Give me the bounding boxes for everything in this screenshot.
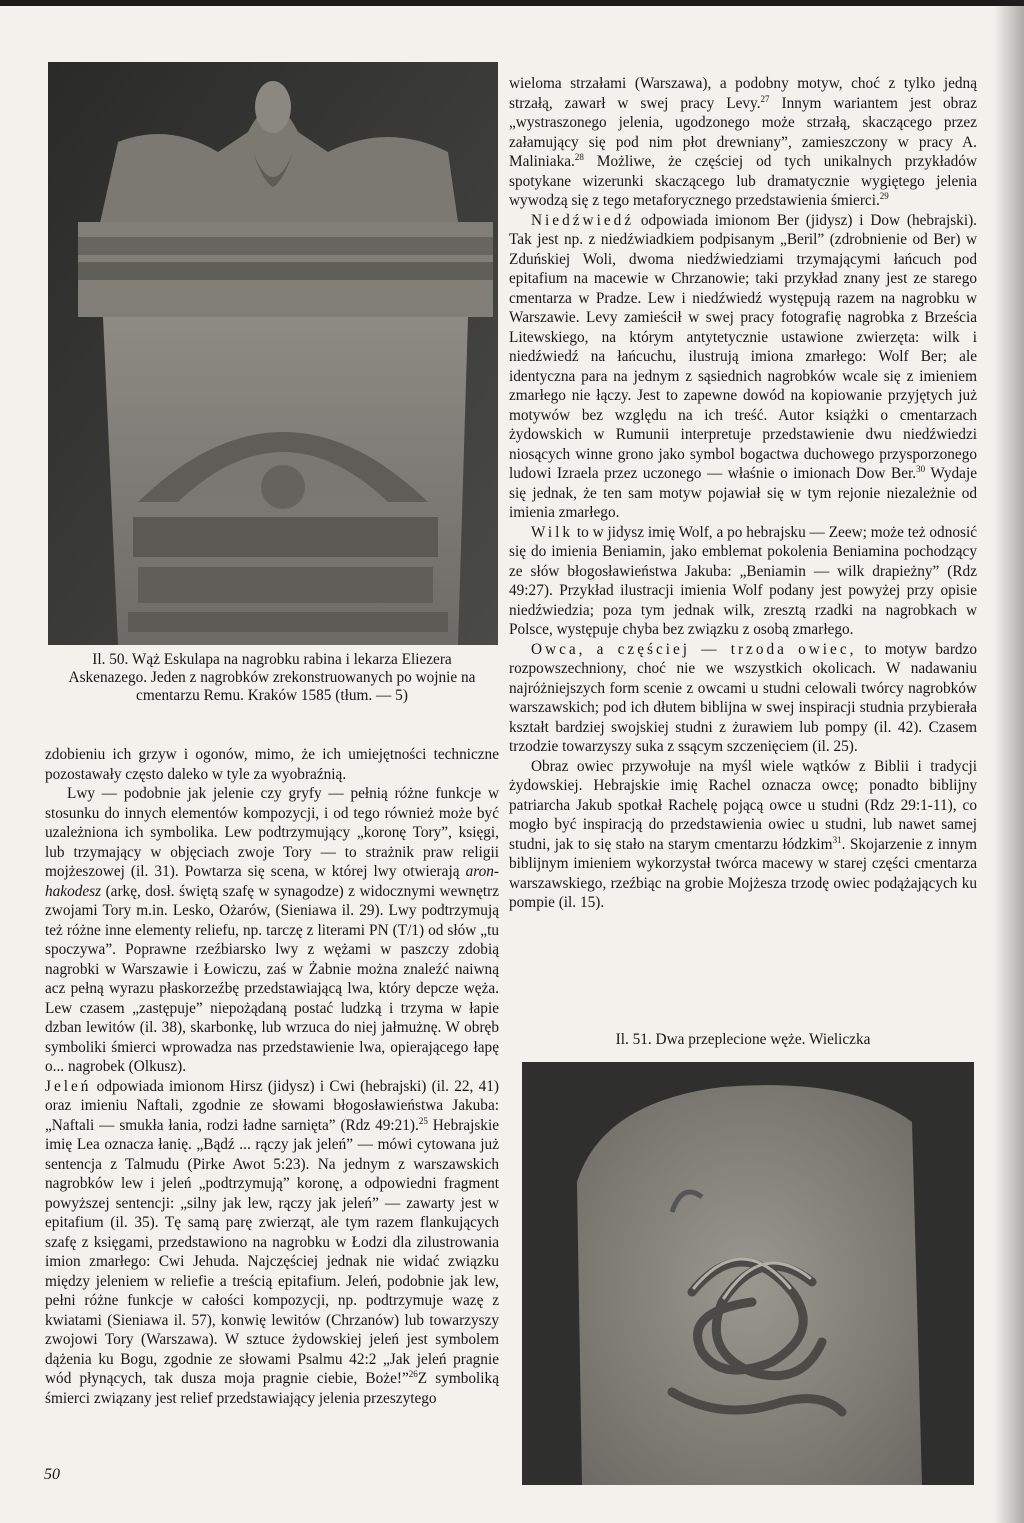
figure-50-caption xyxy=(46,651,498,705)
tombstone-photo-fig51 xyxy=(522,1062,974,1485)
right-text-column xyxy=(509,74,977,913)
figure-51-caption: Il. 51. Dwa przeplecione węże. Wieliczka xyxy=(615,1031,871,1048)
caption-line: Il. 50. Wąż Eskulapa na nagrobku rabina i lekarza Eliezera xyxy=(92,651,452,668)
paragraph: Jeleń odpowiada imionom Hirsz (jidysz) i Cwi (hebrajski) (il. 22, 41) oraz imieniu Naftali, zgodnie ze słowami błogosławieństwa Jakuba: „Naftali — smukła łania, rodzi ładne sarnięta” (Rdz 49:21).$^{25}$ Hebrajskie imię Lea oznacza łanię. „Bądź ... rączy jak jeleń” — mówi cytowana już sentencja z Talmudu (Pirke Awot 5:23). Na jednym z warszawskich nagrobków lew i jeleń „podtrzymują” koronę, a odpowiedni fragment powyższej sentencji: „silny jak lew, rączy jak jeleń” — zawarty jest w epitafium (il. 35). Tę samą parę zwierząt, ale tym razem flankujących szafę z księgami, przedstawiono na nagrobku w Łodzi dla zilustrowania imion zmarłego: Cwi Jehuda. Najczęściej jednak nie widać związku między jeleniem w reliefie a treścią epitafium. Jeleń, podobnie jak lew, pełni różne funkcje w całości kompozycji, np. podtrzymuje wazę z kwiatami (Sieniawa il. 57), konwię lewitów (Chrzanów) lub towarzyszy zwojowi Tory (Warszawa). W sztuce żydowskiej jeleń jest symbolem dążenia ku Bogu, zgodnie ze słowami Psalmu 42:2 „Jak jeleń pragnie wód płynących, tak dusza moja pragnie ciebie, Boże!”$^{26}$Z symboliką śmierci związany jest relief przedstawiający jelenia przeszytego xyxy=(45,1077,499,1407)
tombstone-photo-fig50 xyxy=(48,62,498,645)
left-text-column xyxy=(45,745,499,1408)
top-edge-shadow xyxy=(0,0,1024,6)
paragraph: Obraz owiec przywołuje na myśl wiele wątków z Biblii i tradycji żydowskiej. Hebrajskie imię Rachel oznacza owcę; ponadto biblijny patriarcha Jakub spotkał Rachelę pojącą owce u studni (Rdz 29:1-11), co mogło być inspiracją do przedstawienia owiec u studni, lub nawet samej studni, jak to się stało na starym cmentarzu łódzkim$^{31}$. Skojarzenie z innym biblijnym imieniem wykorzystał twórca macewy w starej części cmentarza warszawskiego, rzeźbiąc na grobie Mojżesza trzodę owiec podążających ku pompie (il. 15). xyxy=(509,757,978,911)
caption-line: Askenazego. Jeden z nagrobków zrekonstruowanych po wojnie na xyxy=(68,669,476,686)
paragraph: Niedźwiedź odpowiada imionom Ber (jidysz) i Dow (hebrajski). Tak jest np. z niedźwiadkiem podpisanym „Beril” (zdrobnienie od Ber) w Zduńskiej Woli, dwoma niedźwiedziami trzymającymi łańcuch pod epitafium na macewie w Chrzanowie; taki przykład znany jest ze starego cmentarza w Pradze. Lew i niedźwiedź występują razem na nagrobku w Warszawie. Levy zamieścił w swej pracy fotografię nagrobka z Brześcia Litewskiego, na którym antytetycznie ustawione zwierzęta: wilk i niedźwiedź na łańcuchu, ilustrują imiona zmarłego: Wolf Ber; ale identyczna para na jednym z sąsiednich nagrobków wcale się z imieniem zmarłego nie łączy. Jest to zapewne dowód na kopiowanie przyjętych już motywów bez względu na ich treść. Autor książki o cmentarzach żydowskich w Rumunii interpretuje przedstawienie dwu niedźwiedzi niosących winne grono jako symbol bogactwa duchowego przysporzonego ludowi Izraela przez uczonego — właśnie o imionach Dow Ber.$^{30}$ Wydaje się jednak, że ten sam motyw pojawiał się w tym rejonie niezależnie od imienia zmarłego. xyxy=(509,211,977,521)
page-number: 50 xyxy=(44,1466,60,1483)
paragraph: zdobieniu ich grzyw i ogonów, mimo, że ich umiejętności techniczne pozostawały często daleko w tyle za wyobraźnią. xyxy=(45,746,499,783)
paragraph: wieloma strzałami (Warszawa), a podobny motyw, choć z tylko jedną strzałą, zawarł w swej pracy Levy.$^{27}$ Innym wariantem jest obraz „wystraszonego jelenia, ugodzonego może strzałą, skaczącego przez załamujący się pod nim płot drewniany”, zamieszczony w pracy A. Maliniaka.$^{28}$ Możliwe, że częściej od tych unikalnych przykładów spotykane wizerunki skaczącego lub dramatycznie wygiętego jelenia wywodzą się z tego metaforycznego przedstawienia śmierci.$^{29}$ xyxy=(509,75,977,209)
caption-line: cmentarzu Remu. Kraków 1585 (tłum. — 5) xyxy=(136,687,408,704)
paragraph: Owca, a częściej — trzoda owiec, to motyw bardzo rozpowszechniony, choć nie we wszystkich okolicach. W nadawaniu najróżniejszych form scenie z owcami u studni celowali twórcy nagrobków warszawskich; pod ich dłutem biblijna w swej inspiracji studnia przybierała kształt bardziej swojskiej studni z żurawiem lub pompy (il. 42). Czasem trzodzie towarzyszy suka z ssącym szczenięciem (il. 25). xyxy=(509,640,977,755)
paragraph: Wilk to w jidysz imię Wolf, a po hebrajsku — Zeew; może też odnosić się do imienia Beniamin, jako emblemat pokolenia Beniamina pochodzący ze słów błogosławieństwa Jakuba: „Beniamin — wilk drapieżny” (Rdz 49:27). Przykład ilustracji imienia Wolf podany jest powyżej przy opisie niedźwiedzia; poza tym jednak wilk, zresztą rzadki na nagrobkach w Polsce, występuje chyba bez związku z osobą zmarłego. xyxy=(509,523,977,638)
page-edge-shadow xyxy=(994,0,1024,1523)
paragraph: Lwy — podobnie jak jelenie czy gryfy — pełnią różne funkcje w stosunku do innych elementów kompozycji, i od tego również może być uzależniona ich symbolika. Lew podtrzymujący „koronę Tory”, księgi, lub trzymający w objęciach zwoje Tory — to strażnik praw religii mojżeszowej (il. 31). Powtarza się scena, w której lwy otwierają aron-hakodesz (arkę, dosł. świętą szafę w synagodze) z widocznymi wewnętrz zwojami Tory m.in. Lesko, Ożarów, (Sieniawa il. 29). Lwy podtrzymują też różne inne elementy reliefu, np. tarczę z literami PN (T/1) od słów „tu spoczywa”. Poprawne rzeźbiarsko lwy z wężami w paszczy zdobią nagrobki w Warszawie i Łowiczu, zaś w Żabnie można znaleźć naiwną acz pełną wyrazu płaskorzeźbę przedstawiającą lwa, który depcze węża. Lew czasem „zastępuje” niepożądaną postać ludzką i trzyma w łapie dzban lewitów (il. 38), skarbonkę, lub wrzuca do niej jałmużnę. W obręb symboliki śmierci wprowadza nas przedstawienie lwa, opierającego łapę o... nagrobek (Olkusz). xyxy=(45,785,499,1075)
